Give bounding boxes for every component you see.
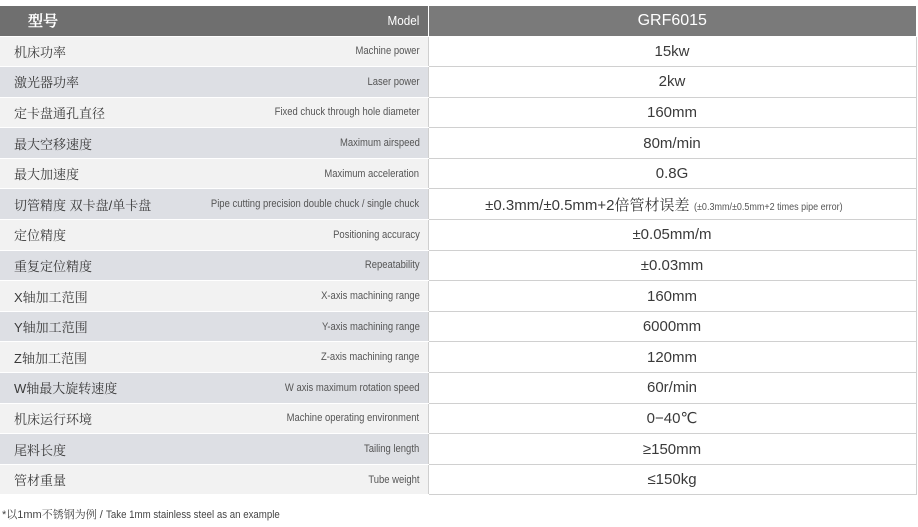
spec-label-cell (0, 67, 428, 98)
spec-label-zh: X轴加工范围 (14, 289, 88, 305)
spec-row (0, 128, 916, 159)
spec-value-note: (±0.3mm/±0.5mm+2 times pipe error) (693, 201, 843, 213)
spec-label-zh: 最大空移速度 (14, 136, 93, 152)
spec-label-cell (0, 403, 428, 434)
spec-label-en: Laser power (367, 75, 420, 88)
spec-body (0, 36, 916, 495)
model-name: GRF6015 (428, 6, 916, 36)
spec-label-en: Maximum airspeed (339, 137, 420, 150)
spec-label-en: Tailing length (364, 443, 420, 456)
spec-label-zh: 定卡盘通孔直径 (14, 105, 106, 121)
spec-row (0, 464, 916, 495)
spec-label-zh: 定位精度 (14, 228, 67, 244)
spec-row (0, 403, 916, 434)
spec-row (0, 342, 916, 373)
spec-label-en: Repeatability (364, 259, 420, 272)
spec-row (0, 158, 916, 189)
spec-label-en: Machine power (355, 45, 420, 58)
spec-value: 2kw (658, 73, 686, 91)
spec-label-cell (0, 220, 428, 251)
spec-value-cell (428, 67, 916, 98)
spec-row (0, 434, 916, 465)
spec-label-en: X-axis machining range (320, 290, 420, 303)
spec-row (0, 67, 916, 98)
spec-label-cell (0, 128, 428, 159)
spec-row (0, 311, 916, 342)
header-row (0, 6, 916, 36)
spec-value: 6000mm (642, 318, 702, 336)
spec-label-cell (0, 158, 428, 189)
spec-label-cell (0, 342, 428, 373)
spec-value: 0.8G (655, 165, 689, 183)
footnote-zh: *以1mm不锈钢为例 / (2, 509, 106, 521)
spec-row (0, 250, 916, 281)
spec-row (0, 97, 916, 128)
spec-label-en: Fixed chuck through hole diameter (274, 106, 420, 119)
spec-value: ≤150kg (647, 471, 697, 489)
spec-label-cell (0, 250, 428, 281)
spec-value: 15kw (654, 42, 690, 60)
spec-row (0, 189, 916, 220)
spec-label-zh: 机床功率 (14, 44, 67, 60)
spec-table (0, 6, 917, 495)
spec-value-cell (428, 311, 916, 342)
spec-label-zh: 管材重量 (14, 473, 67, 489)
header-label-en: Model (387, 13, 420, 29)
header-label-zh: 型号 (28, 13, 59, 31)
spec-label-zh: 切管精度 双卡盘/单卡盘 (14, 197, 152, 213)
spec-label-en: Machine operating environment (286, 412, 420, 425)
spec-label-zh: 机床运行环境 (14, 411, 93, 427)
spec-value-cell (428, 97, 916, 128)
footnote-en: Take 1mm stainless steel as an example (105, 509, 280, 521)
spec-label-cell (0, 36, 428, 67)
spec-label-zh: 最大加速度 (14, 167, 80, 183)
spec-label-cell (0, 464, 428, 495)
spec-value: ≥150mm (642, 440, 702, 458)
spec-value: ±0.05mm/m (632, 226, 712, 244)
spec-value: 160mm (646, 103, 698, 121)
spec-label-zh: 激光器功率 (14, 75, 80, 91)
spec-value-cell (428, 36, 916, 67)
spec-value-cell (428, 220, 916, 251)
spec-value-cell (428, 403, 916, 434)
spec-row (0, 36, 916, 67)
spec-value: ±0.03mm (640, 256, 704, 274)
spec-value: 0−40℃ (646, 410, 698, 428)
spec-value-cell (428, 128, 916, 159)
spec-label-zh: W轴最大旋转速度 (14, 381, 118, 397)
header-label-cell (0, 6, 428, 36)
spec-value: 120mm (646, 348, 698, 366)
spec-label-en: Z-axis machining range (321, 351, 420, 364)
spec-label-en: Pipe cutting precision double chuck / single chuck (211, 198, 420, 211)
spec-value: ±0.3mm/±0.5mm+2倍管材误差 (485, 196, 690, 214)
footnote (2, 506, 303, 522)
spec-label-zh: Z轴加工范围 (14, 350, 87, 366)
spec-value-cell (428, 189, 916, 220)
spec-label-cell (0, 311, 428, 342)
spec-label-cell (0, 434, 428, 465)
spec-value: 160mm (646, 287, 698, 305)
spec-label-cell (0, 189, 428, 220)
spec-value-cell (428, 464, 916, 495)
spec-label-en: W axis maximum rotation speed (284, 381, 420, 394)
spec-value-cell (428, 250, 916, 281)
spec-label-en: Positioning accuracy (332, 228, 420, 241)
spec-label-en: Y-axis machining range (321, 320, 420, 333)
spec-label-cell (0, 281, 428, 312)
spec-row (0, 373, 916, 404)
spec-row (0, 220, 916, 251)
spec-value-cell (428, 434, 916, 465)
spec-label-zh: Y轴加工范围 (14, 320, 88, 336)
spec-label-en: Tube weight (368, 473, 420, 486)
spec-label-zh: 尾料长度 (14, 442, 67, 458)
spec-value-cell (428, 158, 916, 189)
spec-label-en: Maximum acceleration (324, 167, 420, 180)
spec-label-cell (0, 373, 428, 404)
spec-value-cell (428, 281, 916, 312)
spec-value-cell (428, 342, 916, 373)
spec-label-zh: 重复定位精度 (14, 258, 93, 274)
spec-label-cell (0, 97, 428, 128)
spec-value-cell (428, 373, 916, 404)
spec-row (0, 281, 916, 312)
spec-value: 60r/min (646, 379, 698, 397)
spec-value: 80m/min (643, 134, 701, 152)
